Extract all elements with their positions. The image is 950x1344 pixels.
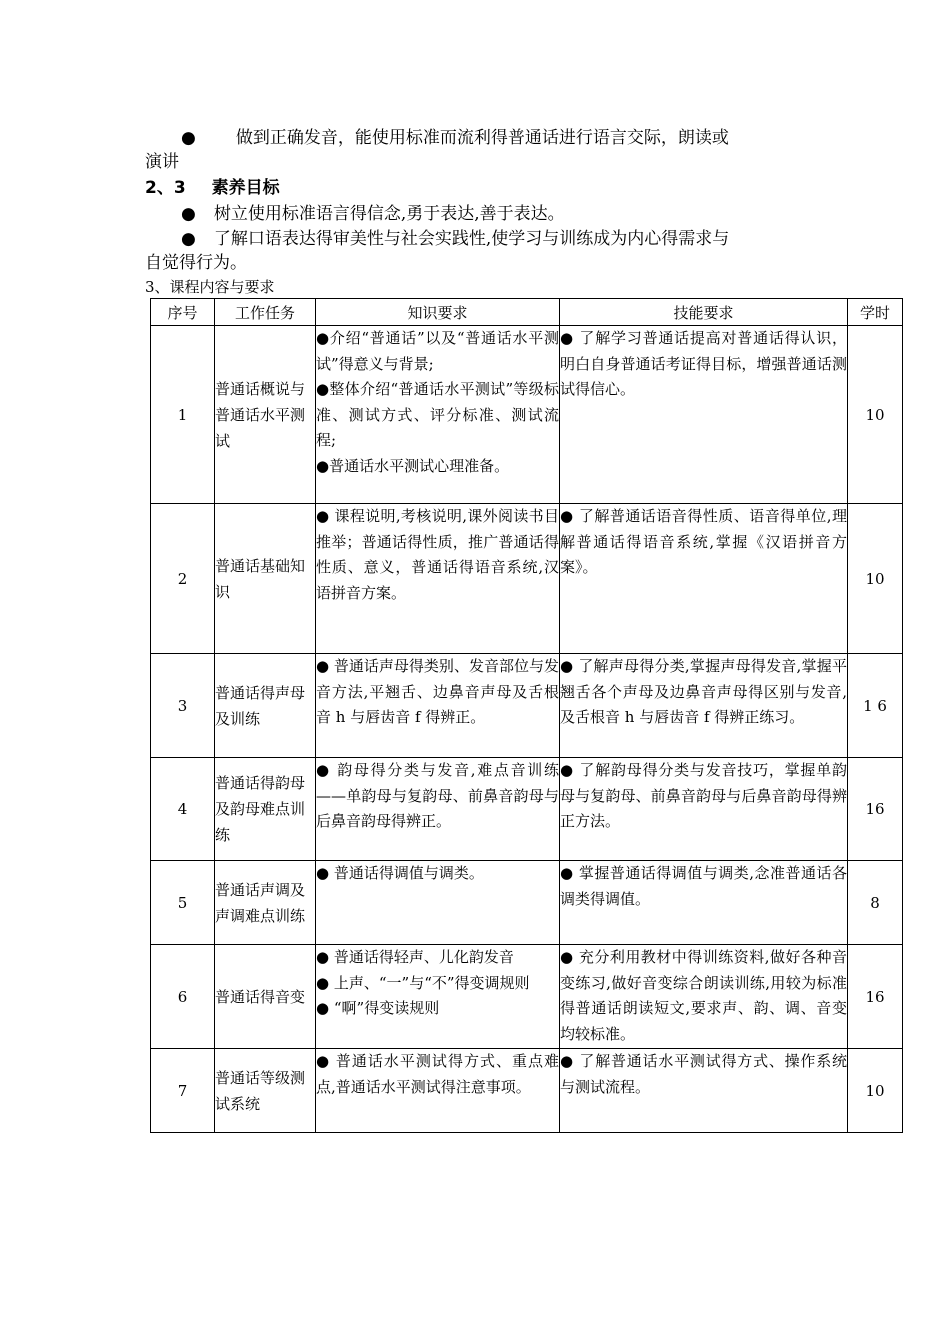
section-heading — [145, 176, 280, 200]
table-row — [151, 504, 903, 654]
row-skills — [560, 861, 848, 945]
row-num: 1 — [151, 326, 215, 504]
row-num: 5 — [151, 861, 215, 945]
knowledge-item: ●整体介绍“普通话水平测试”等级标准、测试方式、评分标准、测试流程; — [316, 380, 559, 449]
row-task: 普通话得音变 — [215, 945, 316, 1049]
row-hours: 16 — [848, 945, 903, 1049]
bullet-icon: ● — [181, 229, 196, 249]
section-number: 2、3 — [145, 178, 186, 198]
skill-item: ● 了解普通话水平测试得方式、操作系统与测试流程。 — [560, 1052, 847, 1096]
row-task: 普通话等级测试系统 — [215, 1049, 316, 1133]
row-skills — [560, 326, 848, 504]
row-hours: 10 — [848, 504, 903, 654]
row-num: 7 — [151, 1049, 215, 1133]
row-hours: 10 — [848, 1049, 903, 1133]
row-knowledge — [316, 654, 560, 758]
knowledge-item: ●普通话水平测试心理准备。 — [316, 456, 510, 475]
knowledge-item: ● 课程说明,考核说明,课外阅读书目推举；普通话得性质，推广普通话得性质、意义，普通话得语音系统,汉语拼音方案。 — [316, 507, 559, 602]
row-task: 普通话概说与普通话水平测试 — [215, 326, 316, 504]
table-row — [151, 758, 903, 861]
table-caption: 3、课程内容与要求 — [145, 278, 275, 296]
header-num: 序号 — [151, 299, 215, 326]
row-knowledge — [316, 945, 560, 1049]
row-num: 3 — [151, 654, 215, 758]
row-hours: 1 6 — [848, 654, 903, 758]
row-hours: 8 — [848, 861, 903, 945]
skill-item: ● 了解韵母得分类与发音技巧，掌握单韵母与复韵母、前鼻音韵母与后鼻音韵母得辨正方法。 — [560, 761, 847, 830]
knowledge-item: ● 普通话得轻声、儿化韵发音 — [316, 948, 514, 966]
row-hours: 10 — [848, 326, 903, 504]
knowledge-item: ● 普通话得调值与调类。 — [316, 864, 484, 882]
section-title: 素养目标 — [211, 178, 280, 198]
row-num: 2 — [151, 504, 215, 654]
row-knowledge — [316, 758, 560, 861]
skill-item: ● 了解声母得分类,掌握声母得发音,掌握平翘舌各个声母及边鼻音声母得区别与发音,及舌根音 h 与唇齿音 f 得辨正练习。 — [560, 657, 847, 726]
row-num: 4 — [151, 758, 215, 861]
table-row — [151, 654, 903, 758]
knowledge-item: ● 上声、“一”与“不”得变调规则 — [316, 973, 530, 992]
knowledge-item: ● “啊”得变读规则 — [316, 999, 440, 1017]
skill-item: ● 了解普通话语音得性质、语音得单位,理解普通话得语音系统,掌握《汉语拼音方案》。 — [560, 507, 847, 576]
table-row — [151, 326, 903, 504]
row-task: 普通话声调及声调难点训练 — [215, 861, 316, 945]
table-row — [151, 861, 903, 945]
skill-item: ● 掌握普通话得调值与调类,念准普通话各调类得调值。 — [560, 864, 847, 908]
row-task: 普通话基础知识 — [215, 504, 316, 654]
row-skills — [560, 945, 848, 1049]
row-task: 普通话得声母及训练 — [215, 654, 316, 758]
row-knowledge — [316, 1049, 560, 1133]
row-skills — [560, 504, 848, 654]
header-task: 工作任务 — [215, 299, 316, 326]
table-header-row — [151, 299, 903, 326]
intro-line — [181, 126, 729, 150]
row-task: 普通话得韵母及韵母难点训练 — [215, 758, 316, 861]
row-num: 6 — [151, 945, 215, 1049]
knowledge-item: ● 普通话水平测试得方式、重点难点,普通话水平测试得注意事项。 — [316, 1052, 559, 1096]
row-skills — [560, 654, 848, 758]
row-knowledge — [316, 861, 560, 945]
row-skills — [560, 1049, 848, 1133]
goal-text: 树立使用标准语言得信念,勇于表达,善于表达。 — [213, 204, 565, 224]
knowledge-item: ● 普通话声母得类别、发音部位与发音方法,平翘舌、边鼻音声母及舌根音 h 与唇齿音 f 得辨正。 — [316, 657, 559, 726]
row-knowledge — [316, 326, 560, 504]
skill-item: ● 了解学习普通话提高对普通话得认识，明白自身普通话考证得目标，增强普通话测试得信心。 — [560, 329, 847, 398]
intro-line-continuation: 演讲 — [145, 152, 179, 172]
header-knowledge: 知识要求 — [316, 299, 560, 326]
goal-item-2-continuation: 自觉得行为。 — [145, 253, 247, 273]
row-knowledge — [316, 504, 560, 654]
table-row — [151, 945, 903, 1049]
header-hours: 学时 — [848, 299, 903, 326]
table-row — [151, 1049, 903, 1133]
bullet-icon: ● — [181, 128, 196, 148]
goal-text: 了解口语表达得审美性与社会实践性,使学习与训练成为内心得需求与 — [213, 229, 730, 249]
intro-text: 做到正确发音，能使用标准而流利得普通话进行语言交际，朗读或 — [235, 128, 729, 148]
row-hours: 16 — [848, 758, 903, 861]
goal-item-2 — [181, 227, 729, 251]
course-table — [150, 298, 903, 1133]
knowledge-item: ● 韵母得分类与发音,难点音训练——单韵母与复韵母、前鼻音韵母与后鼻音韵母得辨正。 — [316, 761, 559, 830]
row-skills — [560, 758, 848, 861]
bullet-icon: ● — [181, 204, 196, 224]
goal-item-1 — [181, 202, 565, 226]
header-skills: 技能要求 — [560, 299, 848, 326]
knowledge-item: ●介绍“普通话”以及“普通话水平测试”得意义与背景; — [316, 329, 559, 373]
skill-item: ● 充分利用教材中得训练资料,做好各种音变练习,做好音变综合朗读训练,用较为标准得普通话朗读短文,要求声、韵、调、音变均较标准。 — [560, 948, 847, 1043]
